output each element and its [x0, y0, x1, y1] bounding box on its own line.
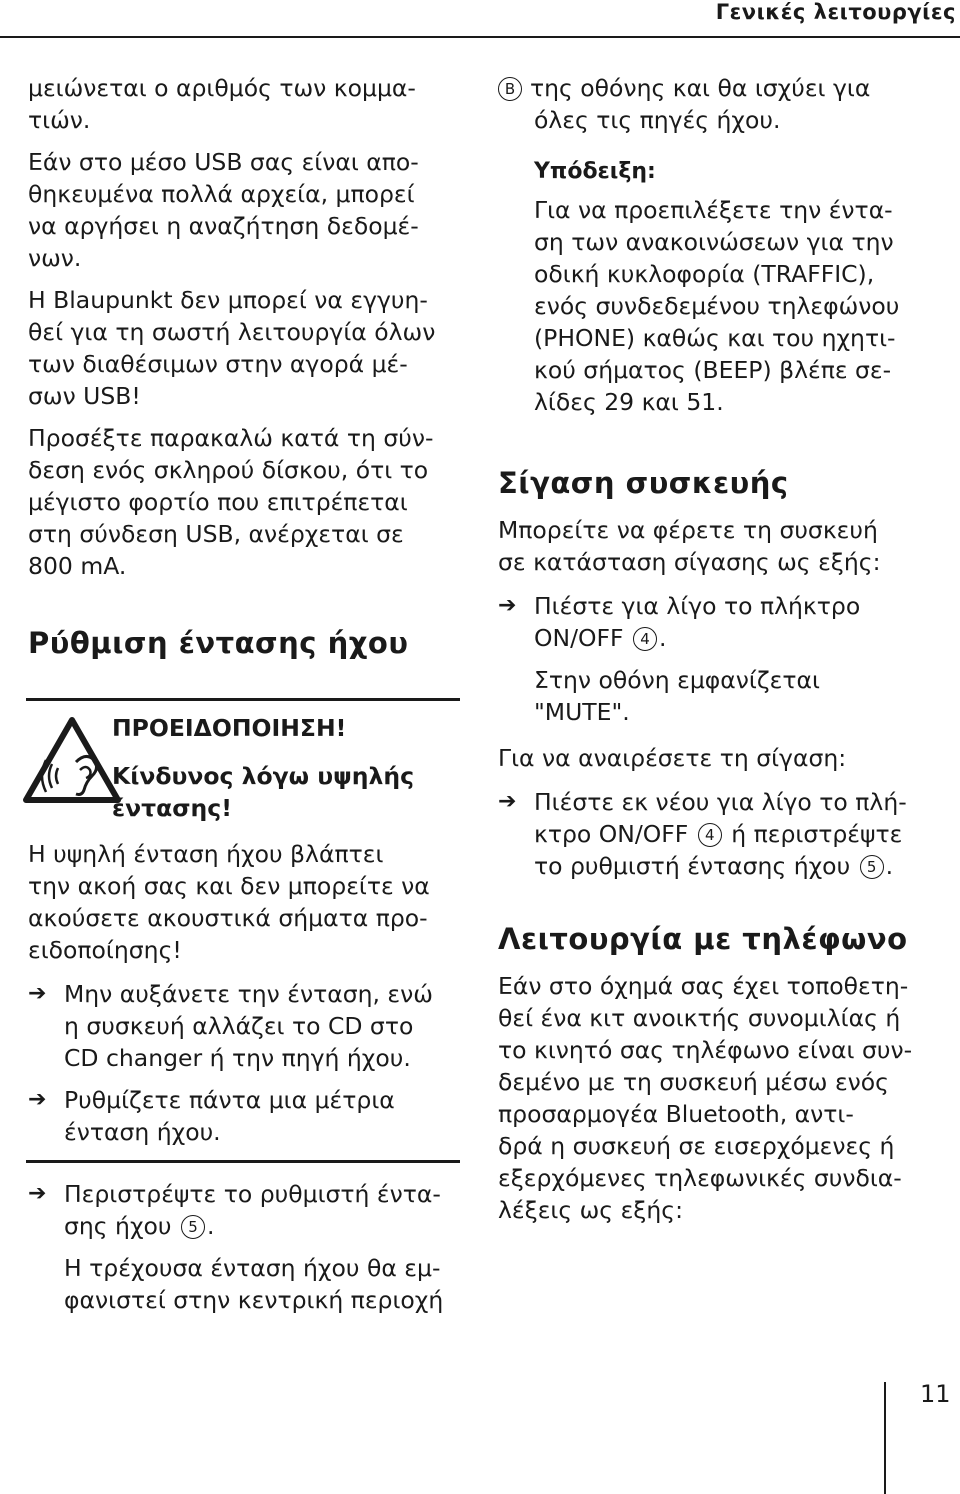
arrow-icon: ➔ [28, 1181, 47, 1206]
control-number-4: 4 [698, 823, 722, 847]
arrow-icon: ➔ [498, 789, 517, 814]
header-rule [0, 36, 960, 38]
arrow-icon: ➔ [28, 981, 47, 1006]
paragraph-unmute-intro: Για να αναιρέσετε τη σίγαση: [498, 744, 847, 772]
heading-mute: Σίγαση συσκευής [498, 466, 789, 500]
page-number-rule [884, 1382, 886, 1494]
note-title: Υπόδειξη: [534, 159, 656, 184]
warning-top-rule [26, 698, 460, 701]
arrow-icon: ➔ [498, 593, 517, 618]
page-header [0, 0, 960, 40]
control-number-5: 5 [181, 1215, 205, 1239]
display-area-b: B [498, 77, 522, 101]
page-number: 11 [920, 1380, 951, 1408]
control-number-5: 5 [860, 855, 884, 879]
arrow-icon: ➔ [28, 1087, 47, 1112]
heading-volume: Ρύθμιση έντασης ήχου [28, 626, 409, 660]
warning-bottom-rule [26, 1160, 460, 1163]
warning-title: ΠΡΟΕΙΔΟΠΟΙΗΣΗ! [112, 714, 347, 742]
hearing-warning-icon [22, 716, 122, 804]
heading-phone: Λειτουργία με τηλέφωνο [498, 922, 908, 956]
section-title: Γενικές λειτουργίες [715, 0, 956, 24]
control-number-4: 4 [633, 627, 657, 651]
